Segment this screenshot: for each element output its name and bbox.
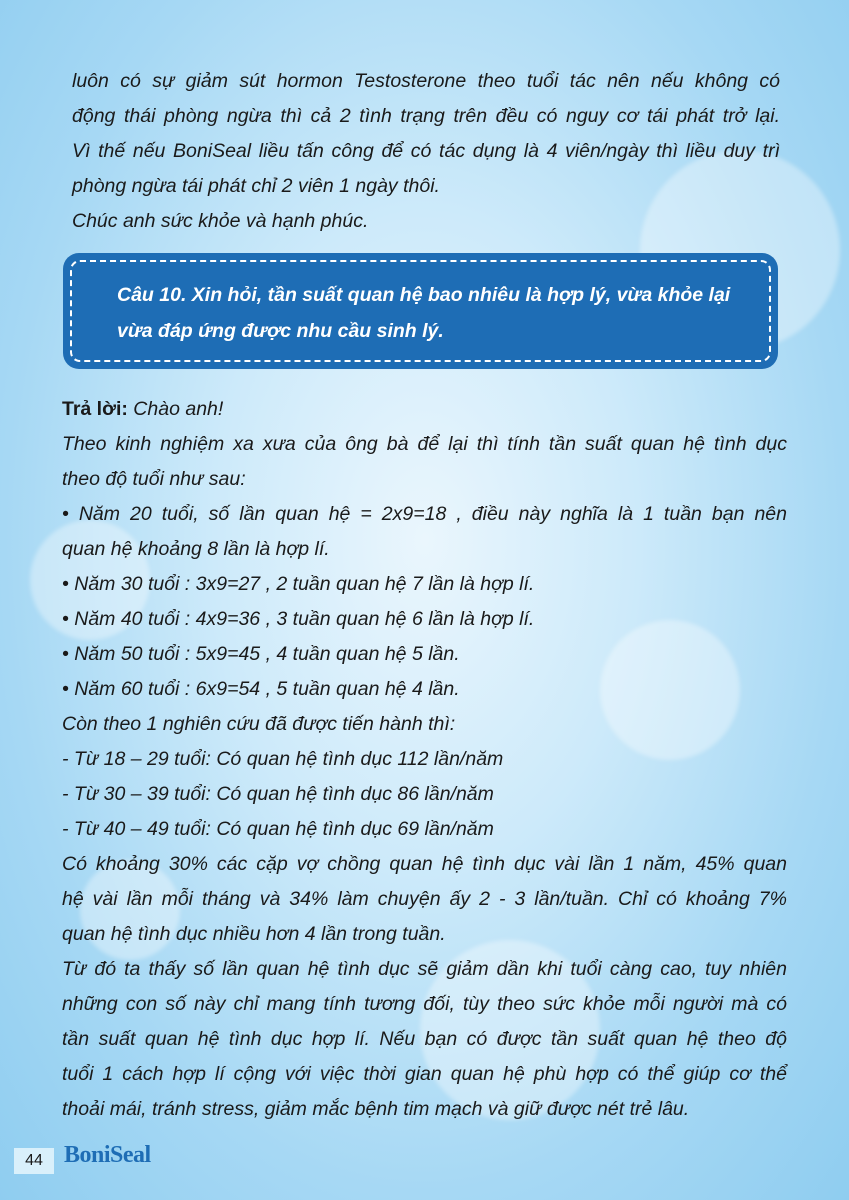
- list-item: - Từ 30 – 39 tuổi: Có quan hệ tình dục 86 lần/năm: [62, 783, 494, 805]
- text-line: thoải mái, tránh stress, giảm mắc bệnh tim mạch và giữ được nét trẻ lâu.: [62, 1098, 690, 1120]
- answer-label: Trả lời:: [62, 398, 128, 420]
- text-line: quan hệ tình dục nhiều hơn 4 lần trong tuần.: [62, 923, 446, 945]
- brand-logo: BoniSeal: [64, 1142, 151, 1168]
- text-line: Vì thế nếu BoniSeal liều tấn công để có tác dụng là 4 viên/ngày thì liều duy trì: [72, 140, 780, 162]
- text-line: theo độ tuổi như sau:: [62, 468, 246, 490]
- question-line: Câu 10. Xin hỏi, tần suất quan hệ bao nhiêu là hợp lý, vừa khỏe lại: [117, 284, 731, 306]
- list-item: - Từ 18 – 29 tuổi: Có quan hệ tình dục 112 lần/năm: [62, 748, 504, 770]
- list-item: • Năm 50 tuổi : 5x9=45 , 4 tuần quan hệ 5 lần.: [62, 643, 460, 665]
- list-item: • Năm 40 tuổi : 4x9=36 , 3 tuần quan hệ 6 lần là hợp lí.: [62, 608, 535, 630]
- text-line: • Năm 20 tuổi, số lần quan hệ = 2x9=18 , điều này nghĩa là 1 tuần bạn nên: [62, 503, 787, 525]
- answer-section: [62, 392, 787, 1127]
- text-line: những con số này chỉ mang tính tương đối, tùy theo sức khỏe mỗi người mà có: [62, 993, 787, 1015]
- continued-answer-text: [72, 64, 780, 239]
- answer-heading: [62, 392, 787, 427]
- question-box: [65, 255, 776, 367]
- page-footer: [14, 1140, 214, 1180]
- list-item: - Từ 40 – 49 tuổi: Có quan hệ tình dục 69 lần/năm: [62, 818, 494, 840]
- question-line: vừa đáp ứng được nhu cầu sinh lý.: [117, 320, 444, 342]
- answer-greeting: Chào anh!: [127, 398, 224, 420]
- list-item: • Năm 60 tuổi : 6x9=54 , 5 tuần quan hệ 4 lần.: [62, 678, 460, 700]
- text-line: luôn có sự giảm sút hormon Testosterone theo tuổi tác nên nếu không có: [72, 70, 780, 92]
- text-line: Chúc anh sức khỏe và hạnh phúc.: [72, 210, 369, 232]
- text-line: Còn theo 1 nghiên cứu đã được tiến hành thì:: [62, 713, 456, 735]
- text-line: hệ vài lần mỗi tháng và 34% làm chuyện ấy 2 - 3 lần/tuần. Chỉ có khoảng 7%: [62, 888, 787, 910]
- text-line: Có khoảng 30% các cặp vợ chồng quan hệ tình dục vài lần 1 năm, 45% quan: [62, 853, 787, 875]
- text-line: động thái phòng ngừa thì cả 2 tình trạng trên đều có nguy cơ tái phát trở lại.: [72, 105, 780, 127]
- page-number: 44: [14, 1148, 54, 1174]
- text-line: Từ đó ta thấy số lần quan hệ tình dục sẽ giảm dần khi tuổi càng cao, tuy nhiên: [62, 958, 787, 980]
- text-line: tần suất quan hệ tình dục hợp lí. Nếu bạn có được tần suất quan hệ theo độ: [62, 1028, 787, 1050]
- text-line: Theo kinh nghiệm xa xưa của ông bà để lại thì tính tần suất quan hệ tình dục: [62, 433, 787, 455]
- text-line: phòng ngừa tái phát chỉ 2 viên 1 ngày thôi.: [72, 175, 440, 197]
- text-line: tuổi 1 cách hợp lí cộng với việc thời gian quan hệ phù hợp có thể giúp cơ thể: [62, 1063, 787, 1085]
- list-item: • Năm 30 tuổi : 3x9=27 , 2 tuần quan hệ 7 lần là hợp lí.: [62, 573, 535, 595]
- question-text: [117, 277, 757, 349]
- text-line: quan hệ khoảng 8 lần là hợp lí.: [62, 538, 330, 560]
